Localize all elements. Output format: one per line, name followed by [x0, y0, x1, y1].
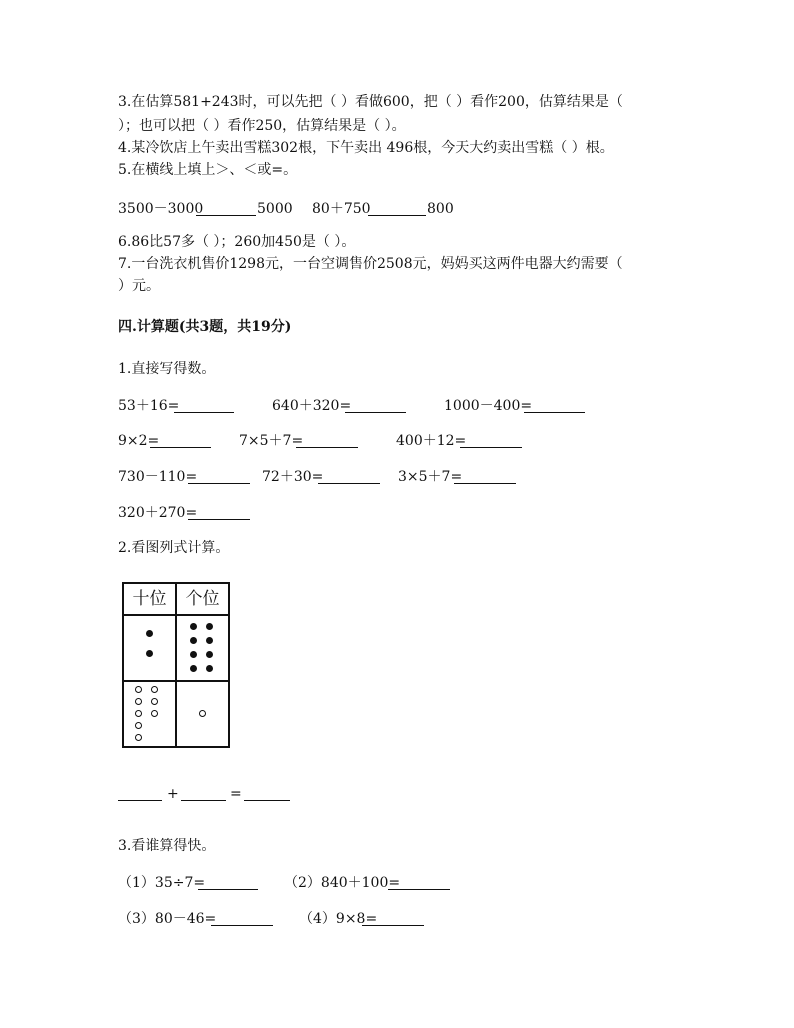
ones-header: 个位	[176, 583, 229, 615]
calc-item: 730－110=	[118, 469, 198, 485]
equation-blank-2[interactable]	[181, 786, 226, 801]
hollow-bead	[135, 710, 142, 717]
filled-bead	[146, 650, 153, 657]
filled-bead	[206, 623, 213, 630]
equation-blank-3[interactable]	[244, 786, 290, 801]
calc-item: 1000－400=	[444, 398, 533, 414]
quick-calc-item: （3）80－46=	[118, 911, 217, 927]
q3-line2: ）；也可以把（ ）看作250，估算结果是（ ）。	[118, 118, 406, 134]
part1-title: 1.直接写得数。	[118, 361, 216, 377]
answer-blank[interactable]	[296, 433, 358, 448]
quick-calc-item: （4）9×8=	[299, 911, 378, 927]
answer-blank[interactable]	[318, 469, 380, 484]
filled-bead	[190, 637, 197, 644]
quick-calc-item: （2）840＋100=	[284, 875, 401, 891]
answer-blank[interactable]	[460, 433, 522, 448]
filled-bead	[190, 651, 197, 658]
quick-calc-item: （1）35÷7=	[118, 875, 206, 891]
answer-blank[interactable]	[454, 469, 516, 484]
row2-ones-cell	[176, 681, 229, 747]
filled-bead	[206, 637, 213, 644]
filled-bead	[190, 623, 197, 630]
hollow-bead	[151, 698, 158, 705]
hollow-bead	[135, 698, 142, 705]
equals-sign: =	[230, 786, 242, 802]
answer-blank[interactable]	[524, 398, 585, 413]
filled-bead	[190, 665, 197, 672]
calc-item: 400＋12=	[396, 433, 467, 449]
q5-b-left: 80＋750	[312, 201, 371, 217]
hollow-bead	[199, 710, 206, 717]
answer-blank[interactable]	[362, 911, 424, 926]
q7-line2: ）元。	[118, 278, 160, 294]
answer-blank[interactable]	[188, 505, 250, 520]
q5-a-left: 3500－3000	[118, 201, 204, 217]
row1-tens-cell	[123, 615, 176, 681]
calc-item: 320＋270=	[118, 505, 198, 521]
hollow-bead	[135, 734, 142, 741]
part3-title: 3.看谁算得快。	[118, 838, 216, 854]
hollow-bead	[151, 686, 158, 693]
q5-b-blank[interactable]	[368, 201, 426, 216]
calc-item: 9×2=	[118, 433, 160, 449]
filled-bead	[146, 630, 153, 637]
q5-b-right: 800	[427, 201, 454, 217]
tens-header: 十位	[123, 583, 176, 615]
answer-blank[interactable]	[150, 433, 211, 448]
answer-blank[interactable]	[188, 469, 250, 484]
answer-blank[interactable]	[345, 398, 406, 413]
answer-blank[interactable]	[174, 398, 234, 413]
answer-blank[interactable]	[211, 911, 273, 926]
answer-blank[interactable]	[198, 875, 258, 890]
q6-text: 6.86比57多（ ）；260加450是（ ）。	[118, 234, 356, 250]
q5-text: 5.在横线上填上＞、＜或=。	[118, 162, 298, 178]
answer-blank[interactable]	[388, 875, 450, 890]
row2-tens-cell	[123, 681, 176, 747]
q4-text: 4.某冷饮店上午卖出雪糕302根，下午卖出 496根，今天大约卖出雪糕（ ）根。	[118, 140, 614, 156]
q5-a-right: 5000	[257, 201, 293, 217]
part2-title: 2.看图列式计算。	[118, 540, 230, 556]
place-value-table	[122, 582, 230, 748]
equation-blank-1[interactable]	[118, 786, 162, 801]
q7-line1: 7.一台洗衣机售价1298元，一台空调售价2508元，妈妈买这两件电器大约需要（	[118, 256, 623, 272]
calc-item: 640＋320=	[272, 398, 352, 414]
hollow-bead	[151, 710, 158, 717]
calc-item: 53＋16=	[118, 398, 180, 414]
q3-line1: 3.在估算581+243时，可以先把（ ）看做600，把（ ）看作200，估算结果是（	[118, 94, 623, 110]
calc-item: 3×5＋7=	[398, 469, 463, 485]
q5-a-blank[interactable]	[196, 201, 256, 216]
hollow-bead	[135, 686, 142, 693]
calc-item: 7×5＋7=	[239, 433, 304, 449]
calc-item: 72＋30=	[262, 469, 324, 485]
filled-bead	[206, 651, 213, 658]
plus-sign: +	[167, 786, 179, 802]
section-heading: 四.计算题(共3题，共19分)	[118, 319, 292, 335]
hollow-bead	[135, 722, 142, 729]
filled-bead	[206, 665, 213, 672]
row1-ones-cell	[176, 615, 229, 681]
